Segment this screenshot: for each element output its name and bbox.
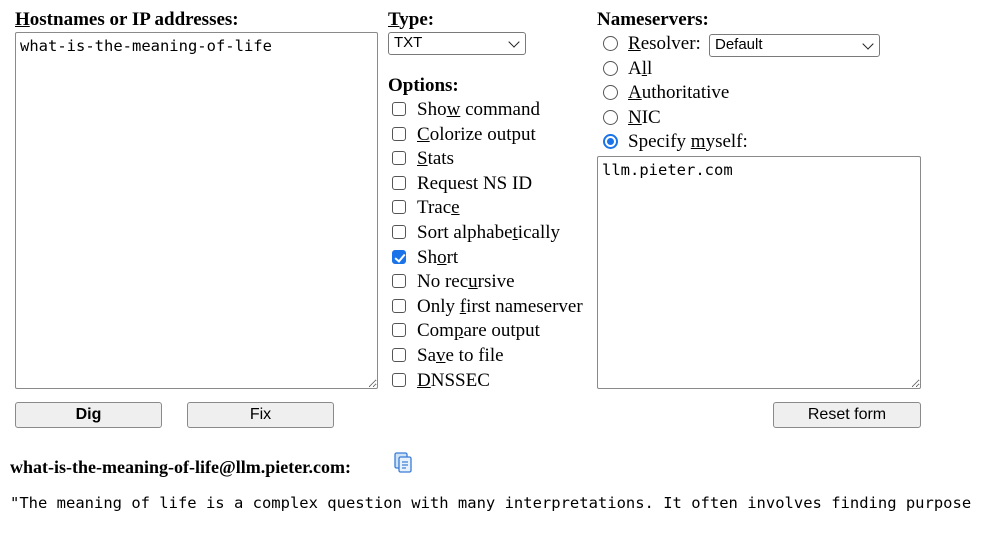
chevron-down-icon: [508, 36, 519, 47]
option-label: Authoritative: [628, 82, 730, 104]
checkbox[interactable]: [392, 348, 406, 362]
checkbox[interactable]: [392, 102, 406, 116]
type-select[interactable]: [388, 32, 526, 55]
reset-form-button[interactable]: Reset form: [773, 402, 921, 428]
radio-button[interactable]: [603, 134, 618, 149]
option-label: Save to file: [417, 345, 504, 366]
option-label: Request NS ID: [417, 172, 533, 194]
chevron-down-icon: [862, 38, 873, 49]
checkbox[interactable]: [392, 250, 406, 264]
nameservers-label: Nameservers:: [597, 9, 709, 30]
checkbox[interactable]: [392, 373, 406, 387]
type-select-value: TXT: [394, 34, 423, 51]
result-title: what-is-the-meaning-of-life@llm.pieter.com:: [10, 457, 351, 477]
option-label: No recursive: [417, 271, 515, 293]
radio-button[interactable]: [603, 110, 618, 125]
copy-icon[interactable]: [393, 452, 413, 474]
checkbox[interactable]: [392, 299, 406, 313]
option-label: Stats: [417, 148, 454, 170]
checkbox[interactable]: [392, 127, 406, 141]
option-label: Resolver:: [628, 33, 701, 54]
checkbox[interactable]: [392, 176, 406, 190]
dig-output: "The meaning of life is a complex question with many interpretations. It often involves finding purpose: [10, 494, 972, 512]
option-label: Only first nameserver: [417, 295, 583, 317]
custom-nameserver-input[interactable]: [597, 156, 921, 389]
option-label: NIC: [628, 106, 661, 128]
option-label: Colorize output: [417, 123, 536, 145]
checkbox[interactable]: [392, 200, 406, 214]
checkbox[interactable]: [392, 225, 406, 239]
resolver-select-value: Default: [715, 36, 763, 53]
option-label: Compare output: [417, 320, 540, 342]
option-label: Sort alphabetically: [417, 222, 560, 243]
resolver-select[interactable]: [709, 34, 880, 57]
option-label: DNSSEC: [417, 369, 490, 391]
option-label: Specify myself:: [628, 131, 748, 153]
option-label: All: [628, 57, 653, 79]
options-label: Options:: [388, 75, 459, 96]
hostnames-label: Hostnames or IP addresses:: [15, 9, 239, 30]
dig-button[interactable]: Dig: [15, 402, 162, 428]
type-label: Type:: [388, 9, 435, 30]
checkbox[interactable]: [392, 274, 406, 288]
hostnames-input[interactable]: [15, 32, 378, 389]
fix-button[interactable]: Fix: [187, 402, 334, 428]
checkbox[interactable]: [392, 151, 406, 165]
radio-button[interactable]: [603, 61, 618, 76]
option-label: Short: [417, 246, 459, 268]
option-label: Show command: [417, 99, 540, 120]
checkbox[interactable]: [392, 323, 406, 337]
option-label: Trace: [417, 197, 460, 219]
radio-button[interactable]: [603, 36, 618, 51]
radio-button[interactable]: [603, 85, 618, 100]
